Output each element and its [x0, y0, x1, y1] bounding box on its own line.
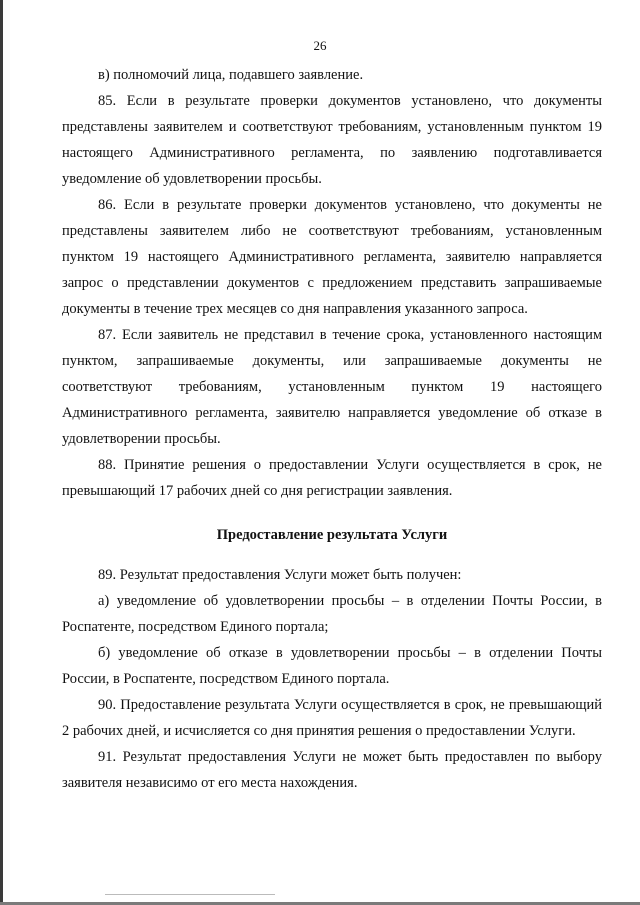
section-heading: Предоставление результата Услуги [216, 527, 448, 543]
paragraph-91: 91. Результат предоставления Услуги не может быть предоставлен по выбору заявителя независимо от его места нахождения. [62, 749, 602, 791]
page-number: 26 [313, 38, 327, 53]
scan-edge-left [0, 0, 3, 905]
document-body [62, 62, 602, 796]
paragraph-subitem-v: в) полномочий лица, подавшего заявление. [98, 67, 364, 83]
paragraph-85: 85. Если в результате проверки документов установлено, что документы представлены заявителем и соответствуют требованиям, установленным пунктом 19 настоящего Административного регламента, по заявлению подготавливается уведомление об удовлетворении просьбы. [62, 93, 602, 187]
paragraph-89-b: б) уведомление об отказе в удовлетворении просьбы – в отделении Почты России, в Роспатенте, посредством Единого портала. [62, 645, 602, 687]
paragraph-90: 90. Предоставление результата Услуги осуществляется в срок, не превышающий 2 рабочих дней, и исчисляется со дня принятия решения о предоставлении Услуги. [62, 697, 602, 739]
scan-artifact-line [105, 894, 275, 895]
paragraph-88: 88. Принятие решения о предоставлении Услуги осуществляется в срок, не превышающий 17 рабочих дней со дня регистрации заявления. [62, 457, 602, 499]
paragraph-87: 87. Если заявитель не представил в течение срока, установленного настоящим пунктом, запрашиваемые документы, или запрашиваемые документы не соответствуют требованиям, установленным пунктом 19 настоящего Административного регламента, заявителю направляется уведомление об отказе в удовлетворении просьбы. [62, 327, 602, 447]
paragraph-86: 86. Если в результате проверки документов установлено, что документы не представлены заявителем либо не соответствуют требованиям, установленным пунктом 19 настоящего Административного регламента, заявителю направляется запрос о представлении документов с предложением представить запрашиваемые документы в течение трех месяцев со дня направления указанного запроса. [62, 197, 602, 317]
paragraph-89-a: а) уведомление об удовлетворении просьбы – в отделении Почты России, в Роспатенте, посредством Единого портала; [62, 593, 602, 635]
paragraph-89: 89. Результат предоставления Услуги может быть получен: [98, 567, 462, 583]
